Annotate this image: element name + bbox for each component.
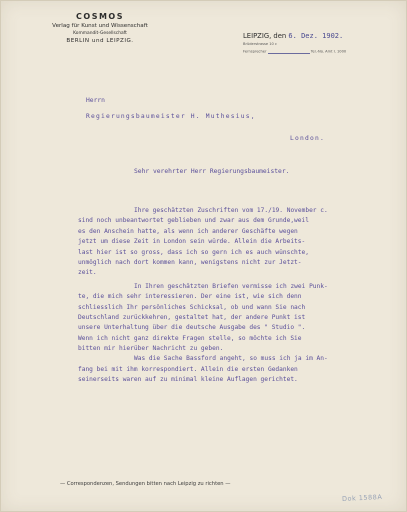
body-line: sind noch unbeantwortet geblieben und zwar aus dem Grunde,weil [78, 217, 309, 225]
footer-dash-left: — [60, 481, 67, 487]
dateline-block [243, 32, 393, 54]
body-line: fang bei mit ihm korrespondiert. Allein die ersten Gedanken [78, 365, 298, 373]
body-line: es den Anschein hatte, als wenn ich anderer Geschäfte wegen [78, 227, 298, 235]
footer-text: Correspondenzen, Sendungen bitten nach Leipzig zu richten [66, 481, 224, 487]
recipient-title: Herrn [86, 97, 105, 104]
phone-label: Fernsprecher [243, 49, 267, 54]
letter-body [78, 206, 396, 386]
body-line: te, die mich sehr interessieren. Der eine ist, wie sich denn [78, 293, 302, 301]
body-line: Was die Sache Bassford angeht, so muss ich ja im An- [134, 355, 328, 363]
body-line: unmöglich nach dort kommen kann, wenigstens nicht zur Jetzt- [78, 258, 302, 266]
greeting: Sehr verehrter Herr Regierungsbaumeister. [134, 168, 290, 175]
body-line: Wenn ich nicht ganz direkte Fragen stelle, so möchte ich Sie [78, 334, 302, 342]
publisher-street: Brüderstrasse 10 c [243, 42, 277, 46]
letterhead [20, 12, 180, 44]
body-line: last hier ist so gross, dass ich so gern ich es auch wünschte, [78, 248, 309, 256]
body-line: unsere Unterhaltung über die deutsche Ausgabe des " Studio ". [78, 324, 306, 332]
recipient-name: Regierungsbaumeister H. Muthesius, [86, 113, 256, 120]
body-line: jetzt um diese Zeit in London sein würde. Allein die Arbeits- [78, 238, 306, 246]
company-type: Kommandit-Gesellschaft [73, 31, 127, 36]
body-line: In Ihren geschätzten Briefen vermisse ich zwei Punk- [134, 282, 328, 290]
publisher-cities: BERLIN und LEIPZIG. [66, 38, 134, 44]
footer-note [60, 481, 350, 487]
body-line: schliesslich Ihr persönliches Schicksal, ob und wann Sie nach [78, 303, 306, 311]
footer-dash-right: — [223, 481, 231, 487]
publisher-subtitle: Verlag für Kunst und Wissenschaft [52, 23, 148, 29]
dateline-date: 6. Dez. 1902. [288, 32, 344, 40]
body-line: Deutschland zurückkehren, gestaltet hat, der andere Punkt ist [78, 313, 306, 321]
body-line: bitten mir hierüber Nachricht zu geben. [78, 345, 224, 353]
recipient-city: London. [290, 135, 325, 142]
handwritten-mark [268, 49, 310, 54]
body-line: Ihre geschätzten Zuschriften vom 17./19. November c. [134, 207, 328, 214]
publisher-brand: COSMOS [76, 12, 124, 21]
body-line: zeit. [78, 269, 97, 277]
dateline-city: LEIPZIG, den [243, 32, 287, 40]
phone-line [243, 49, 393, 54]
archive-stamp: Dok 1588A [341, 492, 383, 504]
phone-number: Tel.-No. Amt I. 1000 [310, 49, 347, 54]
dateline [243, 32, 393, 40]
body-line: seinerseits waren auf zu minimal kleine Auflagen gerichtet. [78, 376, 298, 384]
